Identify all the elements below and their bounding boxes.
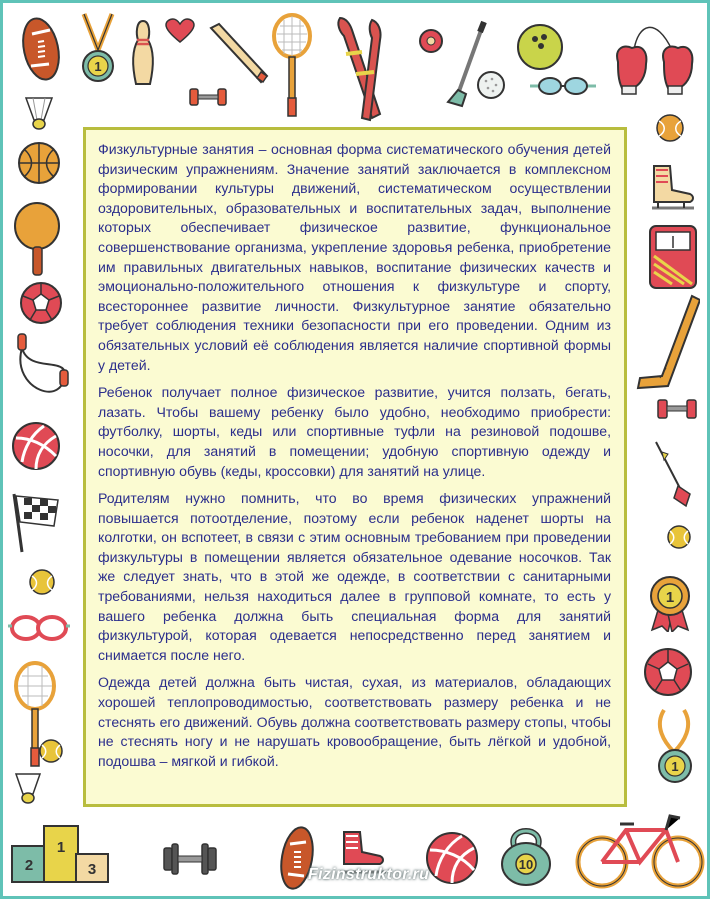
volleyball-icon [10, 420, 62, 472]
soccer-ball-icon [642, 646, 694, 698]
info-text-panel [83, 127, 627, 807]
shuttlecock-icon [12, 770, 44, 808]
soccer-ball-icon [18, 280, 64, 326]
golf-ball-icon [476, 70, 506, 100]
basketball-icon [16, 140, 62, 186]
dumbbell-icon [188, 86, 228, 108]
site-watermark: Fizinstruktor.ru [308, 866, 430, 883]
ice-skate-icon [644, 160, 700, 216]
podium-second-number: 2 [24, 857, 34, 874]
rugby-ball-icon [18, 14, 64, 84]
medal-icon [78, 10, 118, 88]
tennis-ball-icon [28, 568, 56, 596]
paragraph-3: Родителям нужно помнить, что во время физических упражнений повышается потоотделение, поэтому если ребенок наденет шорты на колготки, он вспотеет, в связи с этим основным требованием при проведении физкультуры в помещении является обязательное одевание носочков. Так же следует знать, что в этой же одежде, в соответствии с санитарными требованиями, нельзя находиться далее в групповой комнате, то есть у вашего ребенка должна быть специальная форма для занятий физкультурой, которая одевается непосредственно перед занятием и снимается после него. [98, 490, 611, 663]
paragraph-4: Одежда детей должна быть чистая, сухая, из материалов, обладающих хорошей теплопроводимостью, соответствовать размеру ребенка и не стеснять его движений. Обувь должна соответствовать размеру стопы, чтобы не стеснять ногу и не нарушать кровообращение, быть лёгкой и удобной, подошва – мягкой и гибкой. [98, 674, 611, 769]
checkered-flag-icon [8, 490, 64, 554]
darts-icon [650, 438, 696, 512]
medal-number: 1 [671, 759, 679, 774]
volleyball-icon [424, 830, 480, 886]
skis-icon [332, 14, 396, 124]
boxing-gloves-icon [610, 10, 700, 100]
kettlebell-icon [498, 822, 554, 888]
shuttlecock-icon [22, 94, 56, 132]
jump-rope-icon [8, 330, 78, 410]
medal-icon [650, 706, 700, 786]
tennis-ball-icon [654, 112, 686, 144]
hockey-stick-icon [630, 292, 700, 402]
paragraph-1: Физкультурные занятия – основная форма систематического обучения детей физическим упражнениям. Значение занятий заключается в комплексном формировании культуры движений, систематическом осуществлении оздоровительных, образовательных и воспитательных задач, выполнение которых обеспечивает физическое развитие, функциональное совершенствование организма, укрепление здоровья ребенка, приобретение им правильных двигательных навыков, воспитание физических качеств и эмоционально-положительного отношения к физкультуре и спорту, всестороннее развитие личности. Физкультурное занятие обязательно требует соблюдения техники безопасности при его проведении. Одним из обязательных условий её соблюдения является наличие спортивной формы у детей. [98, 141, 611, 373]
medal-icon [648, 574, 692, 632]
ping-pong-paddle-icon [12, 200, 62, 280]
paragraph-2: Ребенок получает полное физическое развитие, учится ползать, бегать, лазать. Чтобы вашему ребенку было удобно, необходимо приобрести: футболку, шорты, кеды или спортивные туфли на резиновой подошве, носочки, для занятий в помещении; удобную спортивную одежду и спортивную обувь (кеды, кроссовки) для занятий на улице. [98, 384, 611, 479]
podium-third-number: 3 [87, 861, 97, 878]
tennis-ball-icon [666, 524, 692, 550]
medal-number: 1 [94, 59, 102, 74]
podium-icon [8, 820, 112, 886]
podium-first-number: 1 [56, 839, 66, 856]
barbell-icon [160, 838, 220, 878]
swim-goggles-icon [6, 610, 72, 646]
kettlebell-number: 10 [518, 857, 534, 872]
dumbbell-icon [656, 398, 698, 420]
heart-icon [165, 18, 195, 44]
tennis-ball-icon [38, 738, 64, 764]
tennis-racket-icon [268, 12, 316, 118]
bicycle-icon [574, 806, 706, 890]
medal-number: 1 [665, 589, 675, 606]
baseball-bat-icon [205, 20, 275, 90]
bowling-pin-icon [128, 18, 158, 88]
bowling-ball-icon [515, 22, 565, 72]
scale-icon [646, 222, 700, 292]
swim-goggles-icon [528, 72, 598, 100]
